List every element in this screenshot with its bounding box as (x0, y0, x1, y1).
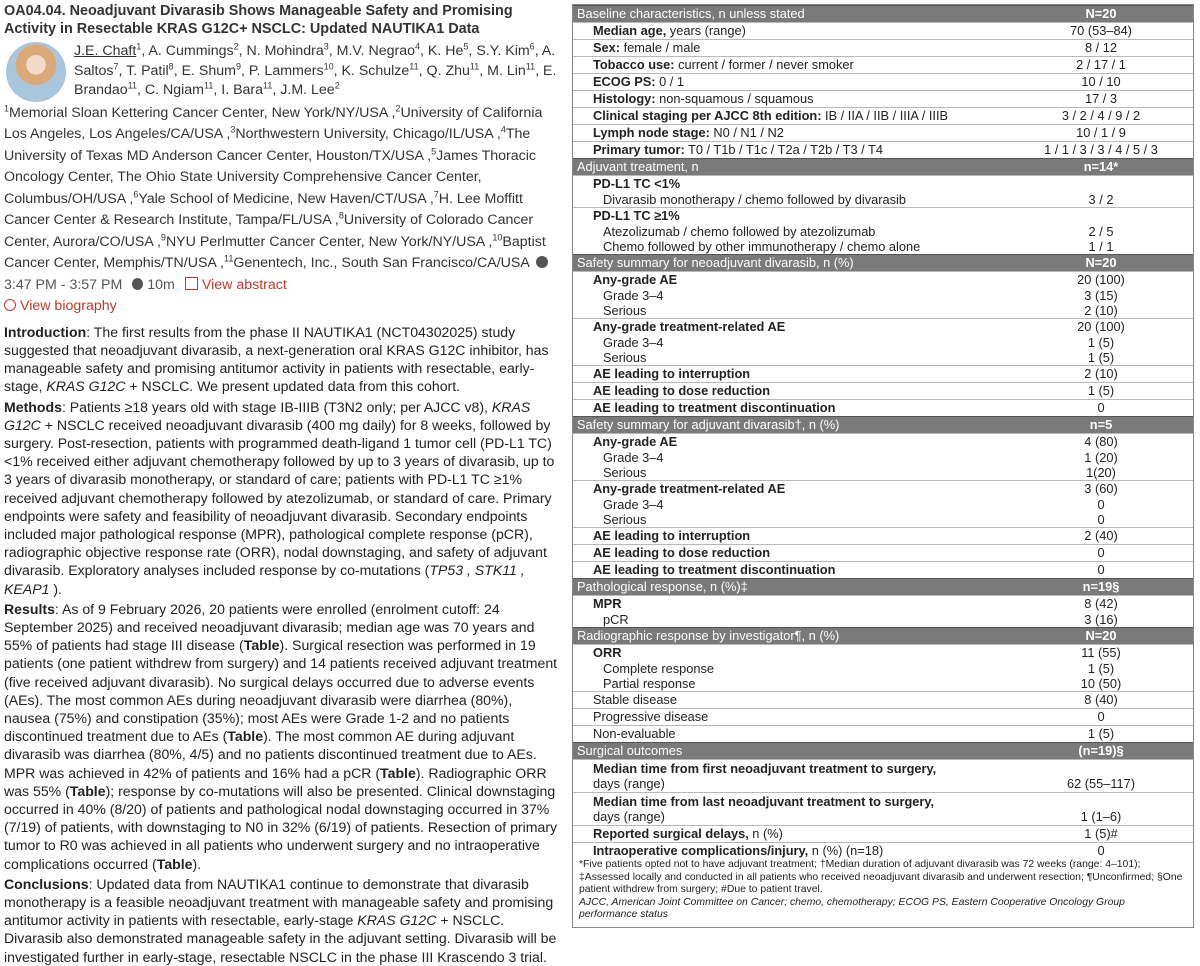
methods-text: : Patients ≥18 years old with stage IB-IIIB (T3N2 only; per AJCC v8), (61, 398, 492, 415)
author-affiliation-number: 2 (334, 80, 340, 91)
author-name: M. Lin (487, 62, 526, 79)
row-label: Median time from last neoadjuvant treatment to surgery, days (range) (593, 794, 935, 824)
row-value: 0 (1097, 400, 1105, 415)
row-label: Lymph node stage: N0 / N1 / N2 (593, 125, 784, 140)
table-row (573, 335, 1193, 350)
table-section-header (573, 254, 1193, 271)
row-value: 2 (10) (1084, 302, 1118, 318)
row-value: 10 / 10 (1081, 74, 1121, 89)
table-row (573, 365, 1193, 382)
author-name: J.M. Lee (280, 82, 335, 99)
row-value: 8 (42) (1084, 596, 1118, 611)
author-affiliation-number: 11 (469, 60, 480, 71)
row-value: 0 (1097, 709, 1105, 724)
table-row (573, 318, 1193, 335)
row-value: 0 (1097, 496, 1105, 512)
table-row (573, 825, 1193, 842)
introduction-text: : The first results from the phase II NAUTIKA1 (NCT04302025) study suggested that neoadjuvant divarasib, a next-generation oral KRAS G12C inhibitor, has manageable safety and promising antitumor activity in patients with resectable, early-stage, (4, 323, 549, 395)
abstract-title: OA04.04. Neoadjuvant Divarasib Shows Manageable Safety and Promising Activity in Resectable KRAS G12C+ NSCLC: Updated NAUTIKA1 Data (4, 3, 513, 37)
table-row (573, 124, 1193, 141)
row-label: pCR (603, 611, 629, 627)
author-affiliation-number: 5 (463, 41, 469, 52)
author-affiliation-number: 11 (525, 60, 536, 71)
row-label: PD-L1 TC <1% (593, 176, 681, 191)
table-row (573, 544, 1193, 561)
conclusions-end: + NSCLC. Divarasib also demonstrated manageable safety in the adjuvant setting. Divarasib will be investigated further in early-stage, resectable NSCLC in the phase III Krascendo 3 trial. (4, 912, 557, 965)
introduction-paragraph (4, 323, 560, 396)
row-label: Baseline characteristics, n unless stated (577, 6, 805, 21)
table-row (573, 691, 1193, 708)
row-value: 4 (80) (1084, 434, 1118, 449)
row-label: Grade 3–4 (603, 287, 664, 303)
author-name: A. Cummings (148, 43, 234, 59)
row-value: 3 (15) (1084, 287, 1118, 303)
table-row (573, 561, 1193, 578)
row-value: 8 (40) (1084, 692, 1118, 707)
row-value: 8 / 12 (1084, 40, 1118, 55)
row-label: Any-grade treatment-related AE (593, 319, 786, 334)
row-label: AE leading to treatment discontinuation (593, 562, 836, 577)
row-label: ECOG PS: 0 / 1 (593, 74, 685, 89)
row-label: Median age, years (range) (593, 23, 746, 38)
row-value: N=20 (1085, 628, 1117, 643)
author-name: K. Schulze (341, 62, 410, 79)
author-affiliation-number: 8 (168, 60, 174, 71)
row-value: 0 (1097, 562, 1105, 577)
methods-gene: KRAS G12C (4, 398, 531, 433)
affiliation-text: H. Lee Moffitt Cancer Center & Research Institute, Tampa/FL/USA , (4, 190, 523, 229)
row-label: Complete response (603, 660, 714, 676)
table-ref: Table (227, 728, 264, 745)
abstract-body (4, 323, 560, 966)
document-icon (185, 277, 198, 290)
row-value: 1 / 1 (1088, 238, 1114, 254)
row-label: Tobacco use: current / former / never smoker (593, 57, 854, 72)
table-row (573, 207, 1193, 224)
table-row (573, 842, 1193, 859)
table-row (573, 303, 1193, 318)
results-label: Results (4, 600, 55, 617)
results-text-5: ); response by co-mutations will also be presented. Clinical downstaging occurred in 40% (8/20) of patients and pathological nodal downstaging occurred in 37% (7/19) of patients, with downstaging to N0 in 32% (6/19) of patients. Resection of primary tumor to R0 was achieved in all patients who underwent surgery and no intraoperative complications occurred ( (4, 782, 558, 872)
row-label: AE leading to treatment discontinuation (593, 400, 836, 415)
row-value: 0 (1097, 843, 1105, 858)
table-row (573, 90, 1193, 107)
affiliation-text: University of California Los Angeles, Los Angeles/CA/USA , (4, 104, 543, 143)
abstract-panel (4, 2, 560, 965)
row-label: Serious (603, 302, 647, 318)
table-row (573, 725, 1193, 742)
affiliation-text: Baptist Cancer Center, Memphis/TN/USA , (4, 233, 546, 272)
table-section-header (573, 5, 1193, 22)
table-row (573, 527, 1193, 544)
table-row (573, 73, 1193, 90)
row-value: 10 (50) (1080, 675, 1122, 691)
table-row (573, 644, 1193, 661)
author-block (4, 42, 560, 318)
table-body (573, 5, 1193, 859)
clock-icon (536, 256, 548, 268)
affiliation-number: 6 (133, 189, 139, 200)
row-value: 1 (5)# (1084, 826, 1118, 841)
affiliation-number: 10 (492, 232, 503, 243)
row-label: Median time from first neoadjuvant treatment to surgery, days (range) (593, 761, 937, 791)
row-label: ORR (593, 645, 622, 660)
author-name: P. Lammers (248, 62, 324, 79)
author-affiliation-number: 10 (323, 60, 334, 71)
table-row (573, 382, 1193, 399)
methods-paragraph (4, 398, 560, 598)
table-row (573, 450, 1193, 465)
row-label: Serious (603, 464, 647, 480)
affiliation-text: Genentech, Inc., South San Francisco/CA/USA (233, 255, 530, 272)
row-label: Grade 3–4 (603, 334, 664, 350)
table-row (573, 708, 1193, 725)
row-value: 3 / 2 (1088, 191, 1114, 207)
table-row (573, 224, 1193, 239)
row-value: 1 (5) (1087, 726, 1115, 741)
table-row (573, 676, 1193, 691)
affiliation-number: 1 (4, 103, 10, 114)
row-value: 70 (53–84) (1070, 23, 1132, 38)
row-label: Primary tumor: T0 / T1b / T1c / T2a / T2b / T3 / T4 (593, 142, 883, 157)
author-affiliation-number: 11 (204, 80, 214, 91)
table-ref: Table (243, 637, 280, 654)
row-label: AE leading to interruption (593, 528, 751, 543)
row-label: Any-grade AE (593, 272, 678, 287)
table-row (573, 239, 1193, 254)
author-name: K. He (427, 43, 464, 59)
table-row (573, 661, 1193, 676)
row-value: 1 (1–6) (1080, 809, 1122, 824)
author-name: N. Mohindra (246, 43, 324, 59)
affiliation-text: University of Colorado Cancer Center, Aurora/CO/USA , (4, 212, 534, 250)
results-end: ). (192, 855, 202, 872)
row-value: 1 (20) (1084, 449, 1118, 465)
affiliation-number: 8 (338, 210, 344, 221)
row-value: (n=19)§ (1078, 743, 1124, 758)
row-label: Grade 3–4 (603, 496, 664, 512)
author-affiliation-number: 1 (136, 41, 142, 52)
row-label: Serious (603, 349, 647, 365)
table-row (573, 759, 1193, 792)
row-label: Safety summary for adjuvant divarasib†, n (%) (577, 417, 840, 432)
results-text-4: ). Radiographic ORR was 55% ( (4, 764, 547, 799)
conclusions-text: : Updated data from NAUTIKA1 continue to demonstrate that divarasib monotherapy is a feasible neoadjuvant treatment with manageable safety and promising antitumor activity in patients with resectable, early-stage (4, 875, 554, 929)
table-row (573, 175, 1193, 192)
methods-label: Methods (4, 398, 62, 415)
row-label: Histology: non-squamous / squamous (593, 91, 814, 106)
author-name: A. Saltos (74, 43, 556, 79)
author-affiliation-number: 11 (263, 80, 273, 91)
row-value: n=5 (1089, 417, 1113, 432)
table-row (573, 350, 1193, 365)
table-row (573, 512, 1193, 527)
author-affiliation-number: 11 (409, 60, 419, 71)
introduction-end: + NSCLC. We present updated data from this cohort. (125, 378, 461, 395)
conclusions-label: Conclusions (4, 875, 89, 892)
row-label: AE leading to dose reduction (593, 545, 771, 560)
table-row (573, 141, 1193, 158)
author-name: E. Brandao (74, 62, 557, 99)
row-label: Intraoperative complications/injury, n (%) (n=18) (593, 843, 884, 858)
author-name: C. Ngiam (144, 82, 205, 99)
author-affiliation-number: 11 (127, 80, 137, 91)
author-name: J.E. Chaft (74, 43, 137, 59)
row-label: AE leading to interruption (593, 366, 751, 381)
row-label: Any-grade treatment-related AE (593, 481, 786, 496)
affiliation-number: 3 (230, 124, 236, 135)
row-value: n=14* (1083, 159, 1119, 174)
author-name: M.V. Negrao (336, 43, 416, 59)
row-value: 2 / 17 / 1 (1076, 57, 1126, 72)
table-ref: Table (69, 782, 106, 799)
row-label: Divarasib monotherapy / chemo followed by divarasib (603, 191, 907, 207)
footnote-abbreviations: AJCC, American Joint Committee on Cancer; chemo, chemotherapy; ECOG PS, Eastern Cooperative Oncology Group performance status (579, 896, 1125, 921)
table-row (573, 22, 1193, 39)
author-avatar[interactable] (6, 42, 66, 102)
row-label: Atezolizumab / chemo followed by atezolizumab (603, 223, 876, 239)
table-row (573, 497, 1193, 512)
table-section-header (573, 158, 1193, 175)
row-value: 1 (5) (1087, 349, 1115, 365)
row-value: 3 (60) (1084, 481, 1118, 496)
results-text-2: ). Surgical resection was performed in 19 patients (one patient withdrew from surgery) and 14 patients received adjuvant treatment (five received adjuvant divarasib). No surgical delays occurred due to adverse events (AEs). The most common AEs during neoadjuvant divarasib were diarrhea (80%), nausea (75%) and constipation (35%); most AEs were Grade 1-2 and no patients discontinued treatment due to AEs ( (4, 637, 558, 745)
row-value: N=20 (1085, 6, 1117, 21)
author-affiliation-number: 9 (236, 60, 242, 71)
author-affiliation-number: 7 (113, 60, 119, 71)
row-value: 1(20) (1086, 464, 1116, 480)
row-label: Partial response (603, 675, 696, 691)
row-value: 20 (100) (1077, 319, 1125, 334)
row-value: 2 / 5 (1088, 223, 1114, 239)
row-label: Radiographic response by investigator¶, n (%) (577, 628, 840, 643)
row-value: 62 (55–117) (1066, 776, 1136, 791)
conclusions-gene: KRAS G12C (357, 912, 437, 929)
affiliation-text: James Thoracic Oncology Center, The Ohio State University Comprehensive Cancer Center, Columbus/OH/USA , (4, 147, 537, 207)
table-section-header (573, 627, 1193, 644)
methods-comutations: TP53 , STK11 , KEAP1 (4, 562, 525, 597)
row-label: Pathological response, n (%)‡ (577, 579, 748, 594)
table-section-header (573, 416, 1193, 433)
row-label: Serious (603, 511, 647, 527)
table-row (573, 288, 1193, 303)
author-name: E. Shum (181, 62, 236, 79)
affiliation-text: Memorial Sloan Kettering Cancer Center, New York/NY/USA , (9, 104, 396, 121)
table-ref: Table (380, 764, 416, 781)
table-row (573, 792, 1193, 825)
affiliation-text: Yale School of Medicine, New Haven/CT/USA , (138, 190, 434, 207)
conclusions-paragraph (4, 875, 560, 966)
stopwatch-icon (132, 278, 143, 290)
row-label: Adjuvant treatment, n (577, 159, 699, 174)
table-row (573, 56, 1193, 73)
affiliation-list (4, 103, 560, 318)
row-value: 20 (100) (1077, 272, 1125, 287)
author-affiliation-number: 6 (529, 41, 535, 52)
view-biography-link[interactable]: View biography (20, 298, 117, 315)
table-row (573, 433, 1193, 450)
row-label: Chemo followed by other immunotherapy / chemo alone (603, 238, 921, 254)
footnote-main: *Five patients opted not to have adjuvant treatment; †Median duration of adjuvant divarasib was 72 weeks (range: 4–101); ‡Assessed locally and conducted in all patients who received neoadjuvant divarasib and underwent resection; ¶Unconfirmed; §One patient withdrew from surgery; #Due to patient travel. (579, 859, 1183, 896)
row-value: 0 (1097, 545, 1105, 560)
row-value: 1 (5) (1087, 334, 1115, 350)
methods-end: ). (49, 580, 62, 597)
affiliation-text: The University of Texas MD Anderson Cancer Center, Houston/TX/USA , (4, 126, 531, 164)
author-name: S.Y. Kim (476, 43, 530, 59)
table-row (573, 399, 1193, 416)
table-row (573, 39, 1193, 56)
affiliation-text: NYU Perlmutter Cancer Center, New York/NY/USA , (165, 233, 493, 250)
table-row (573, 480, 1193, 497)
introduction-label: Introduction (4, 323, 87, 340)
affiliation-number: 5 (431, 146, 437, 157)
author-affiliation-number: 3 (323, 41, 329, 52)
methods-text-2: + NSCLC received neoadjuvant divarasib (400 mg daily) for 8 weeks, followed by surgery. Post-resection, patients with programmed death-ligand 1 tumor cell (PD-L1 TC) <1% received either adjuvant chemotherapy followed by up to 3 years of divarasib, up to 3 years of divarasib monotherapy, or standard of care; patients with PD-L1 TC ≥1% received adjuvant chemotherapy followed by atezolizumab, or standard of care. Primary endpoints were safety and feasibility of neoadjuvant divarasib. Secondary endpoints included major pathological response (MPR), pathological complete response (pCR), radiographic objective response rate (ORR), nodal downstaging, and safety of adjuvant divarasib. Exploratory analyses included response by co-mutations ( (4, 416, 555, 579)
results-text-3: ). The most common AE during adjuvant divarasib was diarrhea (80%, 4/5) and no patients discontinued treatment due to AEs. MPR was achieved in 42% of patients and 16% had a pCR ( (4, 728, 537, 781)
table-row (573, 612, 1193, 627)
row-label: Any-grade AE (593, 434, 678, 449)
affiliation-text: Northwestern University, Chicago/IL/USA , (235, 126, 501, 143)
row-label: Stable disease (593, 692, 677, 707)
row-value: 3 (16) (1084, 611, 1118, 627)
author-name: Q. Zhu (426, 62, 470, 79)
view-abstract-link[interactable]: View abstract (201, 276, 287, 293)
row-value: n=19§ (1082, 579, 1120, 594)
session-duration: 10m (147, 276, 175, 293)
row-label: Grade 3–4 (603, 449, 664, 465)
affiliation-number: 2 (395, 103, 401, 114)
author-list: J.E. Chaft$^1$, A. Cummings$^2$, N. Mohindra$^3$, M.V. Negrao$^4$, K. He$^5$, S.Y. Kim$^6$, A. Saltos$^7$, T. Patil$^8$, E. Shum$^9$, P. Lammers$^{10}$, K. Schulze$^{11}$, Q. Zhu$^{11}$, M. Lin$^{11}$, E. Brandao$^{11}$, C. Ngiam$^{11}$, I. Bara$^{11}$, J.M. Lee$^2$ (74, 41, 557, 99)
affiliation-number: 9 (160, 232, 166, 243)
table-row (573, 595, 1193, 612)
table-row (573, 271, 1193, 288)
affiliation-number: 4 (500, 124, 506, 135)
row-value: 1 (5) (1087, 383, 1115, 398)
introduction-gene: KRAS G12C (46, 378, 126, 395)
row-value: N=20 (1085, 255, 1117, 270)
affiliation-number: 11 (223, 253, 234, 264)
row-value: 2 (40) (1084, 528, 1118, 543)
author-affiliation-number: 2 (233, 41, 239, 52)
row-label: PD-L1 TC ≥1% (593, 208, 680, 223)
row-value: 11 (55) (1081, 645, 1121, 660)
row-value: 1 / 1 / 3 / 3 / 4 / 5 / 3 (1044, 142, 1158, 157)
table-row (573, 107, 1193, 124)
row-value: 3 / 2 / 4 / 9 / 2 (1061, 108, 1141, 123)
row-label: Non-evaluable (593, 726, 676, 741)
author-affiliation-number: 4 (415, 41, 421, 52)
row-value: 0 (1097, 511, 1105, 527)
table-footnotes (579, 859, 1183, 922)
row-label: Reported surgical delays, n (%) (593, 826, 783, 841)
row-label: AE leading to dose reduction (593, 383, 771, 398)
author-name: I. Bara (221, 82, 264, 99)
row-label: Progressive disease (593, 709, 709, 724)
row-value: 2 (10) (1084, 366, 1118, 381)
author-name: T. Patil (126, 62, 169, 79)
table-section-header (573, 742, 1193, 759)
row-value: 17 / 3 (1084, 91, 1118, 106)
results-table (572, 4, 1194, 928)
row-label: Clinical staging per AJCC 8th edition: IB / IIA / IIB / IIIA / IIIB (593, 108, 949, 123)
person-icon (4, 299, 16, 311)
row-label: MPR (593, 596, 622, 611)
row-value: 10 / 1 / 9 (1076, 125, 1126, 140)
results-text: : As of 9 February 2026, 20 patients were enrolled (enrolment cutoff: 24 September 2025) and received neoadjuvant divarasib; median age was 70 years and 55% of patients had stage III disease ( (4, 600, 535, 654)
affiliation-number: 7 (433, 189, 439, 200)
table-row (573, 192, 1193, 207)
results-paragraph (4, 600, 560, 873)
row-label: Safety summary for neoadjuvant divarasib, n (%) (577, 255, 854, 270)
row-value: 1 (5) (1087, 660, 1115, 676)
row-label: Sex: female / male (593, 40, 701, 55)
table-section-header (573, 578, 1193, 595)
table-ref: Table (156, 855, 193, 872)
session-time: 3:47 PM - 3:57 PM (4, 276, 123, 293)
row-label: Surgical outcomes (577, 743, 683, 758)
table-row (573, 465, 1193, 480)
